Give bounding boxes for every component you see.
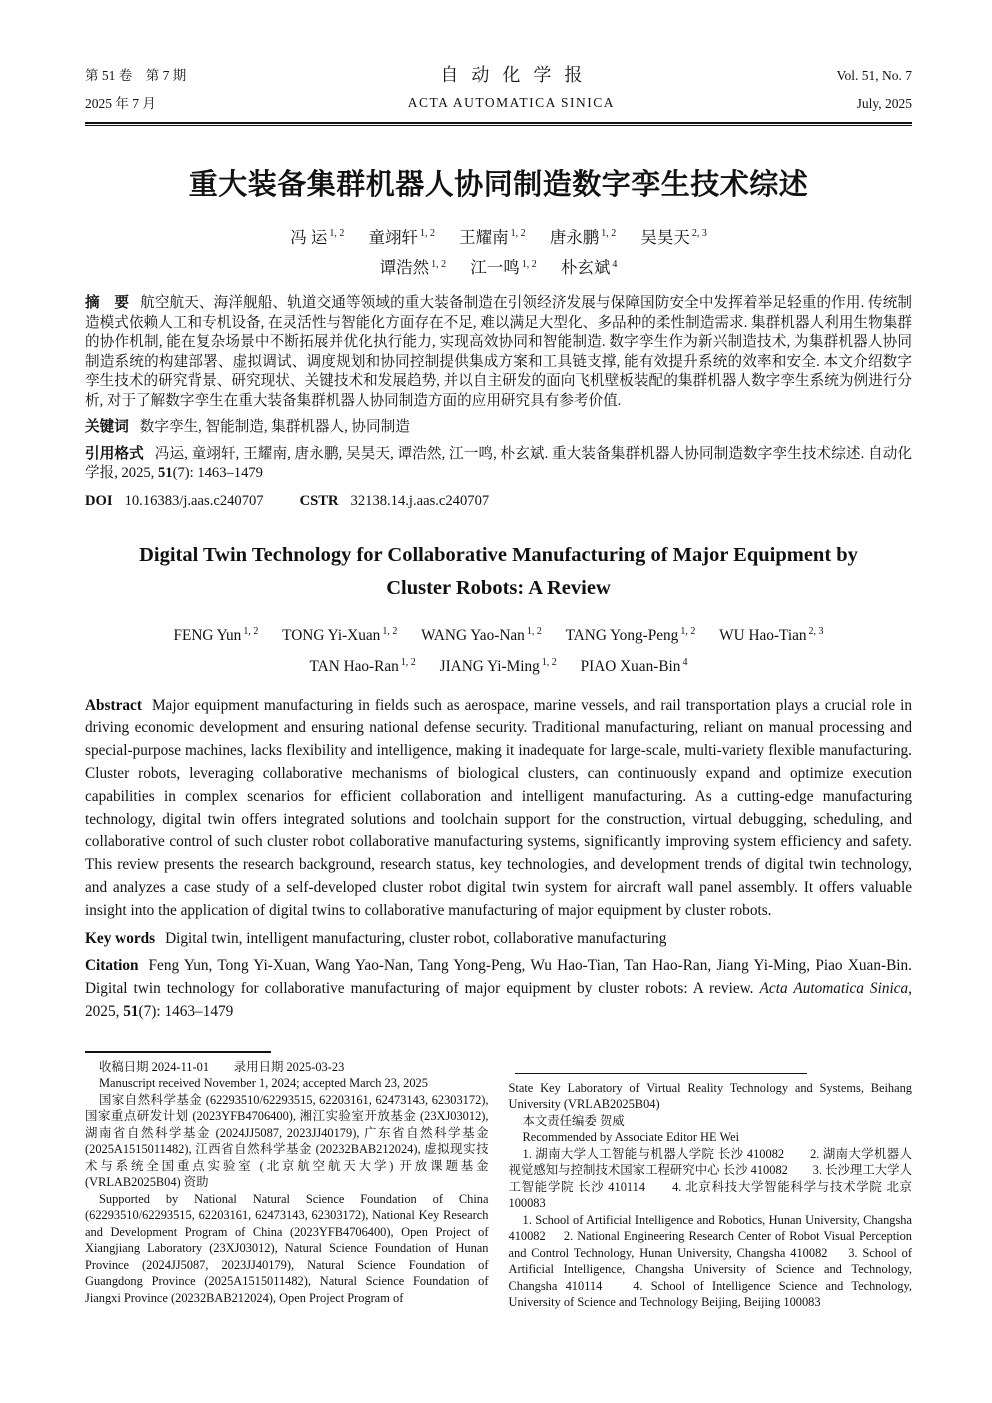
author-name: WU Hao-Tian (719, 626, 807, 644)
citation-volume-en: 51 (123, 1003, 139, 1021)
journal-date-en: July, 2025 (856, 96, 912, 111)
abstract-cn (85, 294, 912, 411)
citation-pages-en: (7): 1463–1479 (138, 1003, 234, 1021)
footnote-editor-en: Recommended by Associate Editor HE Wei (522, 1130, 740, 1145)
author-cn (380, 258, 447, 277)
author-name: WANG Yao-Nan (421, 626, 525, 644)
footnote-affiliations-cn: 1. 湖南大学人工智能与机器人学院 长沙 410082 2. 湖南大学机器人视觉感知与控制技术国家工程研究中心 长沙 410082 3. 长沙理工大学人工智能学院 长沙 410114 4. 北京科技大学智能科学与技术学院 北京 100083 (508, 1146, 912, 1211)
author-name: TONG Yi-Xuan (282, 626, 381, 644)
journal-name-cn: 自动化学报 (440, 65, 596, 85)
author-en (282, 627, 397, 644)
keywords-text-cn: 数字孪生, 智能制造, 集群机器人, 协同制造 (139, 419, 410, 435)
author-name: 童翊轩 (368, 227, 418, 247)
author-superscript: 1, 2 (419, 228, 435, 239)
footnote-right-column (509, 1051, 913, 1311)
author-name: 朴玄斌 (560, 258, 611, 277)
citation-year-en: , 2025, (85, 980, 912, 1021)
author-superscript: 1, 2 (541, 656, 557, 668)
journal-volume-cn: 第 51 卷 第 7 期 (85, 68, 187, 83)
keywords-text-en: Digital twin, intelligent manufacturing, cluster robot, collaborative manufacturing (165, 929, 667, 947)
footnote-funding-en-continued: State Key Laboratory of Virtual Reality Technology and Systems, Beihang University (VRLAB2025B04) (508, 1080, 912, 1112)
author-superscript: 1, 2 (680, 625, 696, 637)
keywords-en (85, 928, 912, 951)
paper-title-en-line1: Digital Twin Technology for Collaborative Manufacturing of Major Equipment by (139, 543, 858, 566)
cstr-value: 32138.14.j.aas.c240707 (350, 492, 490, 509)
author-cn (640, 228, 707, 247)
doi-label: DOI (85, 492, 113, 509)
abstract-en (85, 695, 912, 923)
author-cn (550, 228, 617, 247)
keywords-label-en: Key words (85, 929, 156, 947)
journal-issue-en (836, 62, 912, 118)
author-name: 唐永鹏 (549, 227, 600, 247)
doi-value: 10.16383/j.aas.c240707 (124, 492, 264, 509)
author-superscript: 1, 2 (400, 656, 416, 668)
author-cn (561, 258, 618, 277)
journal-volume-en: Vol. 51, No. 7 (836, 68, 912, 83)
author-superscript: 1, 2 (521, 258, 537, 270)
author-cn (368, 228, 435, 247)
author-superscript: 1, 2 (601, 228, 617, 239)
footnote-received-dates-en: Manuscript received November 1, 2024; accepted March 23, 2025 (99, 1076, 428, 1091)
author-en (440, 658, 557, 675)
author-superscript: 1, 2 (243, 625, 259, 637)
author-superscript: 1, 2 (329, 228, 345, 239)
header-double-rule (85, 122, 912, 126)
abstract-text-en: Major equipment manufacturing in fields such as aerospace, marine vessels, and rail transportation plays a crucial role in driving economic development and ensuring national defense security. Traditional manufacturing, reliant on manual processing and special-purpose machines, lacks flexibility and intelligence, making it inadequate for large-scale, multi-variety flexible manufacturing. Cluster robots, leveraging collaborative mechanisms of biological clusters, can continuously expand and optimize execution capabilities in complex scenarios for efficient collaboration and intelligent manufacturing. As a cutting-edge manufacturing technology, digital twin offers integrated solutions and toolchain support for the construction, virtual debugging, scheduling, and collaborative control of such cluster robot collaborative manufacturing systems, significantly improving system efficiency and safety. This review presents the research background, research status, key technologies, and development trends of digital twin technology, and analyzes a case study of a self-developed cluster robot digital twin system for aircraft wall panel assembly. It offers valuable insight into the application of digital twins to collaborative manufacturing of major equipment by cluster robots. (85, 696, 912, 919)
author-name: PIAO Xuan-Bin (580, 657, 681, 675)
footnote-separator-rule (85, 1051, 271, 1053)
footnote-received-dates-cn: 收稿日期 2024-11-01 录用日期 2025-03-23 (99, 1059, 345, 1074)
authors-cn-line1 (85, 220, 912, 251)
footnote-left-column (85, 1051, 489, 1311)
author-name: 谭浩然 (379, 258, 430, 277)
keywords-cn (85, 418, 912, 438)
paper-title-en-line2: Cluster Robots: A Review (386, 576, 611, 599)
author-superscript: 1, 2 (382, 625, 398, 637)
footnote-funding-cn: 国家自然科学基金 (62293510/62293515, 62203161, 62473143, 62303172), 国家重点研发计划 (2023YFB4706400), 湘江实验室开放基金 (23XJ03012), 湖南省自然科学基金 (2024JJ5087, 2023JJ40179), 广东省自然科学基金 (2025A1515011482), 江西省自然科学基金 (20232BAB212024), 虚拟现实技术与系统全国重点实验室 (北京航空航天大学) 开放课题基金 (VRLAB2025B04) 资助 (85, 1092, 489, 1190)
author-superscript: 4 (682, 656, 688, 668)
citation-volume-cn: 51 (157, 465, 173, 481)
author-name: JIANG Yi-Ming (439, 657, 540, 675)
authors-cn (85, 220, 912, 281)
doi-line (85, 493, 912, 510)
author-cn (470, 258, 537, 277)
footnote-continuation-rule (515, 1073, 807, 1074)
journal-name-block (408, 62, 615, 117)
citation-text-cn: 冯运, 童翊轩, 王耀南, 唐永鹏, 吴昊天, 谭浩然, 江一鸣, 朴玄斌. 重大装备集群机器人协同制造数字孪生技术综述. 自动化学报, 2025, (85, 445, 912, 481)
footnote-editor-cn: 本文责任编委 贺威 (522, 1113, 625, 1128)
author-en (421, 627, 542, 644)
author-name: TAN Hao-Ran (309, 657, 399, 675)
journal-name-en: ACTA AUTOMATICA SINICA (407, 95, 615, 110)
footnotes (85, 1051, 912, 1311)
author-superscript: 1, 2 (431, 258, 447, 270)
keywords-label-cn: 关键词 (85, 419, 129, 435)
author-name: TANG Yong-Peng (565, 626, 679, 644)
author-superscript: 1, 2 (510, 228, 526, 239)
citation-pages-cn: (7): 1463–1479 (172, 465, 263, 481)
citation-label-cn: 引用格式 (85, 445, 144, 462)
footnote-funding-en: Supported by National Natural Science Foundation of China (62293510/62293515, 62203161, 62473143, 62303172), National Key Research and Development Program of China (2023YFB4706400), Open Project of Xiangjiang Laboratory (23XJ03012), Natural Science Foundation of Hunan Province (2024JJ5087, 2023JJ40179), Natural Science Foundation of Guangdong Province (2025A1515011482), Natural Science Foundation of Jiangxi Province (20232BAB212024), Open Project Program of (85, 1191, 489, 1305)
authors-cn-line2 (85, 251, 912, 282)
citation-journal-en: Acta Automatica Sinica (759, 980, 909, 998)
paper-title-en (85, 539, 912, 605)
author-name: 王耀南 (459, 227, 509, 247)
authors-en-line1 (85, 618, 912, 649)
author-en (719, 627, 823, 644)
author-name: 冯 运 (290, 227, 328, 247)
author-superscript: 2, 3 (691, 228, 707, 239)
footnote-affiliations-en: 1. School of Artificial Intelligence and Robotics, Hunan University, Changsha 410082 2. National Engineering Research Center of Robot Visual Perception and Control Technology, Hunan University, Changsha 410082 3. School of Artificial Intelligence, Changsha University of Science and Technology, Changsha 410114 4. School of Intelligence Science and Technology, University of Science and Technology Beijing, Beijing 100083 (508, 1212, 912, 1310)
citation-text-en: Feng Yun, Tong Yi-Xuan, Wang Yao-Nan, Tang Yong-Peng, Wu Hao-Tian, Tan Hao-Ran, Jiang Yi-Ming, Piao Xuan-Bin. Digital twin technology for collaborative manufacturing of major equipment by cluster robots: A review. (85, 957, 912, 998)
abstract-label-en: Abstract (85, 696, 142, 714)
author-name: 吴昊天 (640, 227, 690, 247)
author-superscript: 4 (612, 258, 618, 270)
author-name: 江一鸣 (470, 258, 520, 277)
journal-date-cn: 2025 年 7 月 (85, 96, 156, 111)
paper-title-cn: 重大装备集群机器人协同制造数字孪生技术综述 (188, 169, 809, 201)
authors-en (85, 618, 912, 680)
author-superscript: 2, 3 (808, 625, 824, 637)
author-en (310, 658, 416, 675)
author-en (581, 658, 688, 675)
author-cn (290, 228, 344, 247)
journal-issue-cn (85, 62, 186, 118)
author-name: FENG Yun (173, 626, 242, 644)
citation-label-en: Citation (85, 957, 139, 975)
abstract-text-cn: 航空航天、海洋舰船、轨道交通等领域的重大装备制造在引领经济发展与保障国防安全中发挥着举足轻重的作用. 传统制造模式依赖人工和专机设备, 在灵活性与智能化方面存在不足, 难以满足大型化、多品种的柔性制造需求. 集群机器人利用生物集群的协作机制, 能在复杂场景中不断拓展并优化执行能力, 实现高效协同和智能制造. 数字孪生作为新兴制造技术, 为集群机器人协同制造系统的构建部署、虚拟调试、调度规划和协同控制提供集成方案和工具链支撑, 能有效提升系统的效率和安全. 本文介绍数字孪生技术的研究背景、研究现状、关键技术和发展趋势, 并以自主研发的面向飞机壁板装配的集群机器人数字孪生系统为例进行分析, 对于了解数字孪生在重大装备集群机器人协同制造方面的应用研究具有参考价值. (85, 295, 912, 409)
author-en (566, 627, 696, 644)
citation-en (85, 955, 912, 1023)
author-en (173, 627, 258, 644)
citation-cn (85, 445, 912, 484)
cstr-label: CSTR (299, 492, 339, 509)
authors-en-line2 (85, 649, 912, 680)
journal-header (85, 62, 912, 118)
abstract-label-cn: 摘 要 (85, 295, 130, 311)
author-superscript: 1, 2 (526, 625, 542, 637)
author-cn (459, 228, 526, 247)
